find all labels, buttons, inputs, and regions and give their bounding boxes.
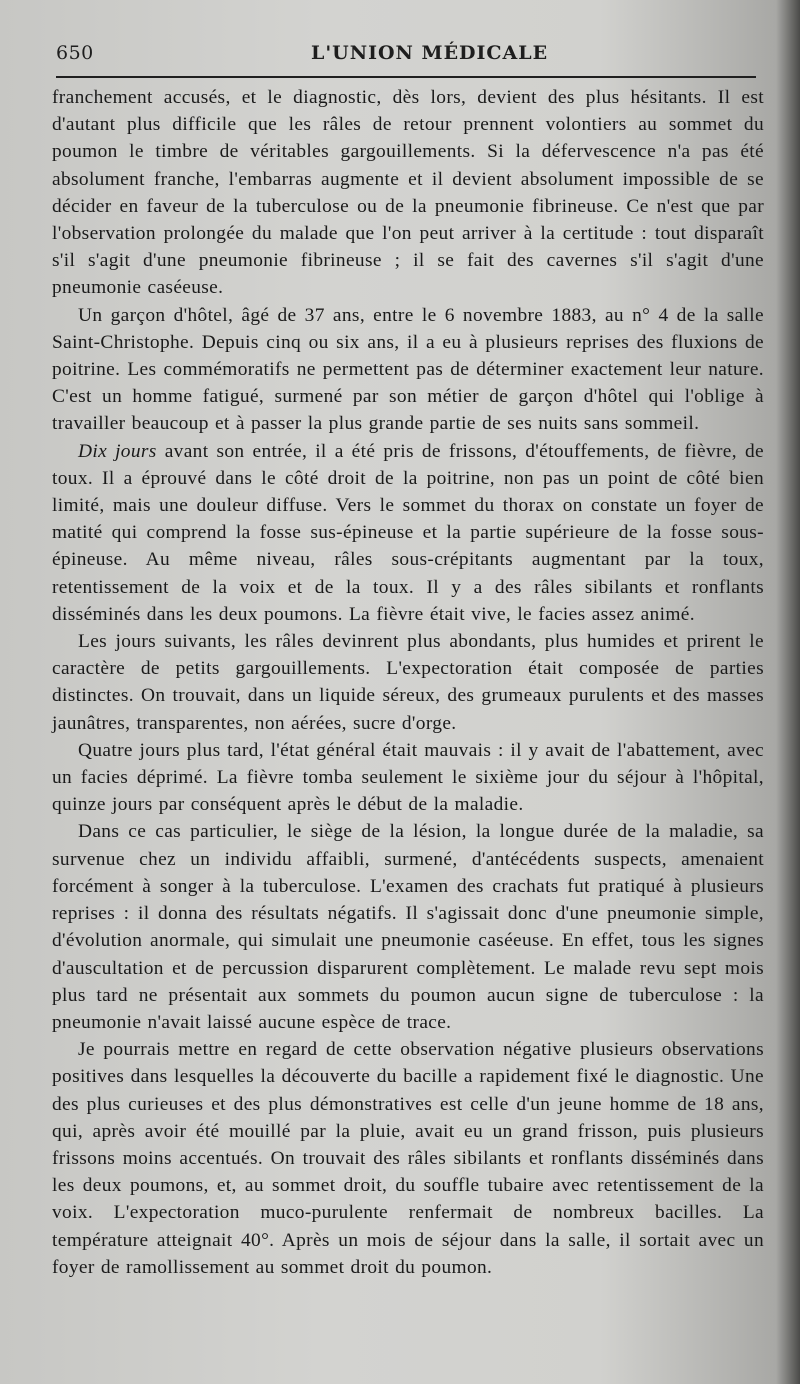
paragraph-4: Les jours suivants, les râles devinrent plus abondants, plus humides et prirent le caractère de petits gargouillements. L'expectoration était composée de parties distinctes. On trouvait, dans un liquide séreux, des grumeaux purulents et des masses jaunâtres, transparentes, non aérées, sucre d'orge. [52, 631, 764, 734]
paragraph-2: Un garçon d'hôtel, âgé de 37 ans, entre le 6 novembre 1883, au n° 4 de la salle Saint-Christophe. Depuis cinq ou six ans, il a eu à plusieurs reprises des fluxions de poitrine. Les commémoratifs ne permettent pas de déterminer exactement leur nature. C'est un homme fatigué, surmené par son métier de garçon d'hôtel qui l'oblige à travailler beaucoup et à passer la plus grande partie de ses nuits sans sommeil. [52, 304, 764, 435]
paragraph-5: Quatre jours plus tard, l'état général était mauvais : il y avait de l'abattement, avec un facies déprimé. La fièvre tomba seulement le sixième jour du séjour à l'hôpital, quinze jours par conséquent après le début de la maladie. [52, 739, 764, 816]
paragraph-1: franchement accusés, et le diagnostic, dès lors, devient des plus hésitants. Il est d'autant plus difficile que les râles de retour prennent volontiers au sommet du poumon le timbre de véritables gargouillements. Si la défervescence n'a pas été absolument franche, l'embarras augmente et il devient absolument impossible de se décider en faveur de la tuberculose ou de la pneumonie fibrineuse. Ce n'est que par l'observation prolongée du malade que l'on peut arriver à la certitude : tout disparaît s'il s'agit d'une pneumonie fibrineuse ; il se fait des cavernes s'il s'agit d'une pneumonie caséeuse. [52, 87, 764, 299]
journal-title: L'UNION MÉDICALE [311, 42, 549, 64]
paragraph-6: Dans ce cas particulier, le siège de la lésion, la longue durée de la maladie, sa survenue chez un individu affaibli, surmené, d'antécédents suspects, amenaient forcément à songer à la tuberculose. L'examen des crachats fut pratiqué à plusieurs reprises : il donna des résultats négatifs. Il s'agissait donc d'une pneumonie simple, d'évolution anormale, qui simulait une pneumonie caséeuse. En effet, tous les signes d'auscultation et de percussion disparurent complètement. Le malade revu sept mois plus tard ne présentait aux sommets du poumon aucun signe de tuberculose : la pneumonie n'avait laissé aucune espèce de trace. [52, 821, 764, 1033]
article-body [52, 84, 764, 1281]
header-rule [56, 76, 756, 78]
running-header [56, 40, 756, 74]
page-number: 650 [56, 42, 94, 64]
paragraph-3-lead: Dix jours [78, 440, 157, 462]
paragraph-3 [52, 438, 764, 628]
paragraph-3-text: avant son entrée, il a été pris de frissons, d'étouffements, de fièvre, de toux. Il a éprouvé dans le côté droit de la poitrine, non pas un point de côté bien limité, mais une douleur diffuse. Vers le sommet du thorax on constate un foyer de matité qui comprend la fosse sus-épineuse et la partie supérieure de la fosse sous-épineuse. Au même niveau, râles sous-crépitants augmentant par la toux, retentissement de la voix et de la toux. Il y a des râles sibilants et ronflants disséminés dans les deux poumons. La fièvre était vive, le facies assez animé. [52, 440, 764, 625]
paragraph-7: Je pourrais mettre en regard de cette observation négative plusieurs observations positives dans lesquelles la découverte du bacille a rapidement fixé le diagnostic. Une des plus curieuses et des plus démonstratives est celle d'un jeune homme de 18 ans, qui, après avoir été mouillé par la pluie, avait eu un grand frisson, puis plusieurs frissons moins accentués. On trouvait des râles sibilants et ronflants disséminés dans les deux poumons, et, au sommet droit, du souffle tubaire avec retentissement de la voix. L'expectoration muco-purulente renfermait de nombreux bacilles. La température atteignait 40°. Après un mois de séjour dans la salle, il sortait avec un foyer de ramollissement au sommet droit du poumon. [52, 1039, 764, 1278]
